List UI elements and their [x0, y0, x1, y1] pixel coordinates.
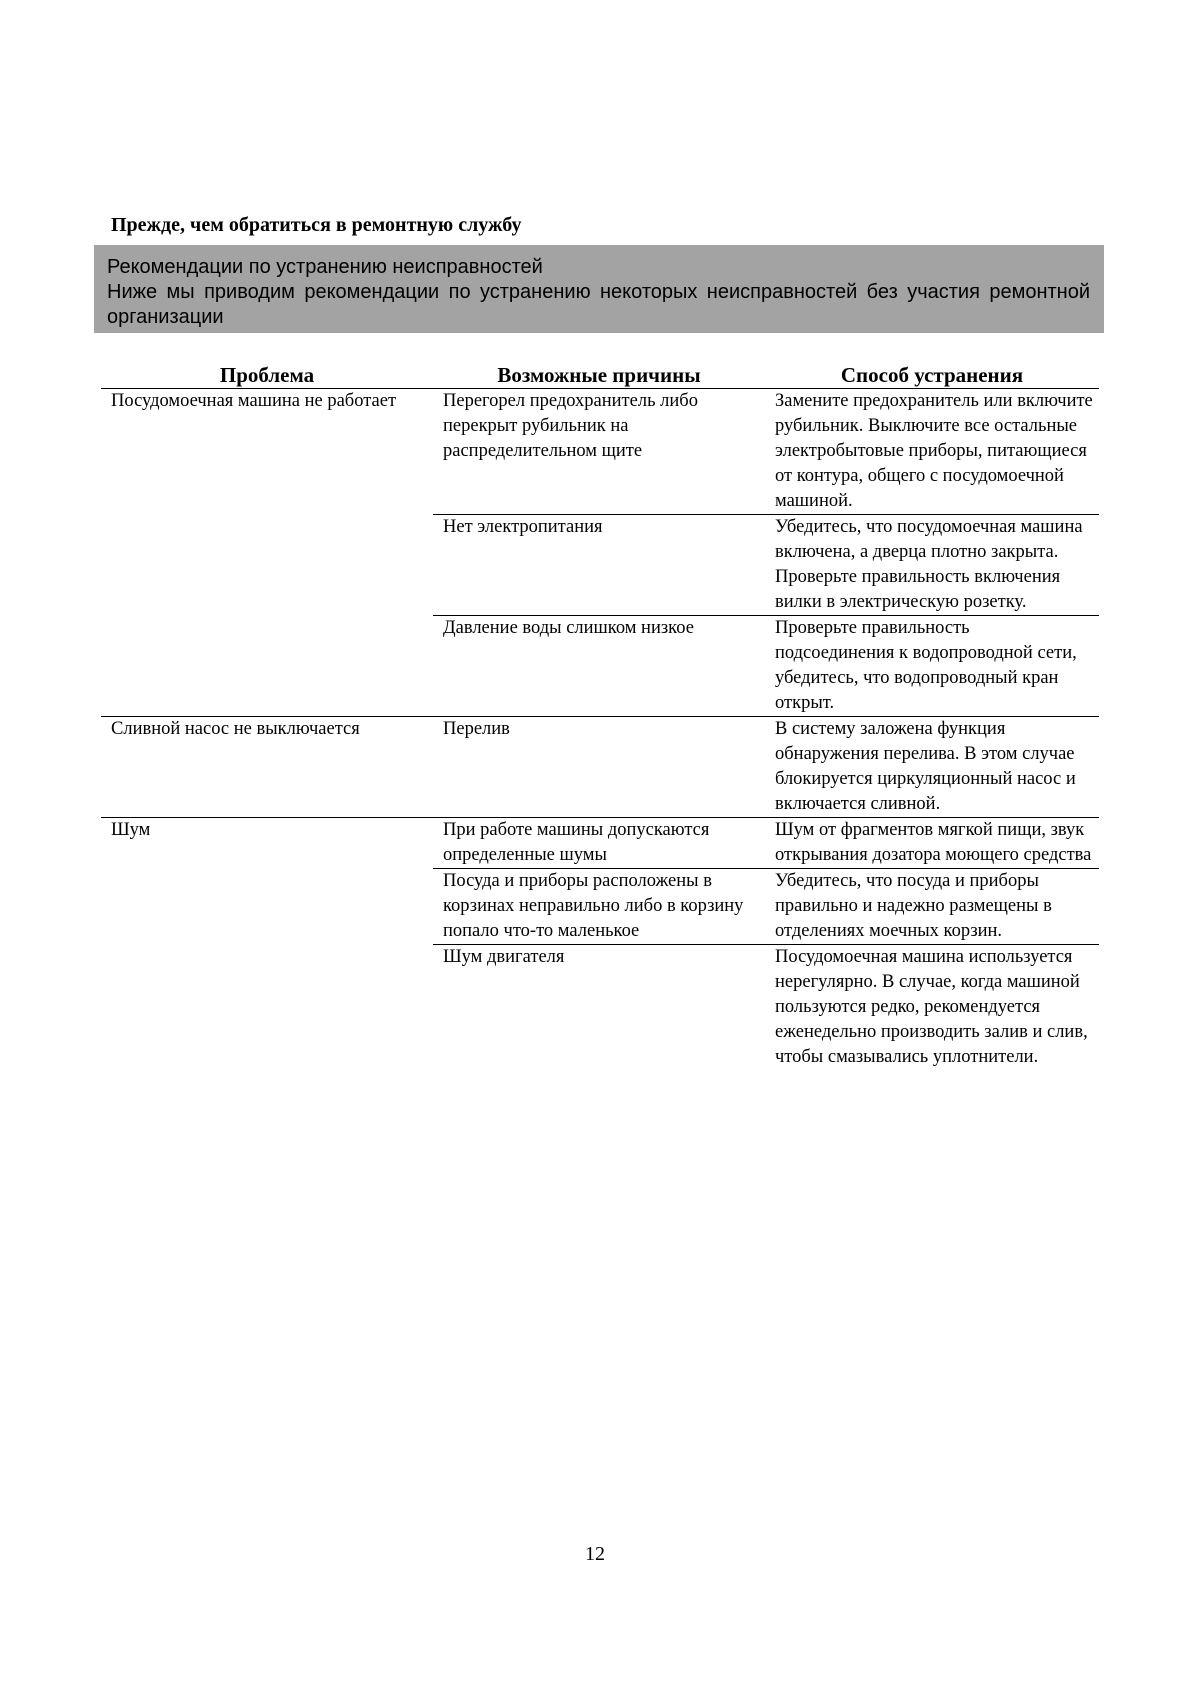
cause-cell: Посуда и приборы расположены в корзинах неправильно либо в корзину попало что-то маленькое — [433, 869, 765, 945]
remedy-cell: Убедитесь, что посуда и приборы правильно и надежно размещены в отделениях моечных корзин. — [765, 869, 1099, 945]
header-causes: Возможные причины — [433, 362, 765, 389]
header-remedy: Способ устранения — [765, 362, 1099, 389]
remedy-cell: Посудомоечная машина используется нерегулярно. В случае, когда машиной пользуются редко, рекомендуется еженедельно производить залив и слив, чтобы смазывались уплотнители. — [775, 947, 1088, 1067]
remedy-cell: В систему заложена функция обнаружения перелива. В этом случае блокируется циркуляционный насос и включается сливной. — [765, 717, 1099, 818]
table-row — [101, 717, 1099, 818]
remedy-cell: Проверьте правильность подсоединения к водопроводной сети, убедитесь, что водопроводный кран открыт. — [765, 616, 1099, 717]
cause-cell: Перелив — [433, 717, 765, 818]
cause-cell: Давление воды слишком низкое — [433, 616, 765, 717]
cause-cell: При работе машины допускаются определенные шумы — [433, 818, 765, 869]
recommendations-banner — [94, 245, 1104, 333]
problem-cell: Сливной насос не выключается — [101, 717, 433, 818]
problem-cell: Шум — [111, 820, 151, 840]
problem-cell: Посудомоечная машина не работает — [101, 389, 433, 717]
banner-text: Ниже мы приводим рекомендации по устранению некоторых неисправностей без участия ремонтной организации — [107, 281, 1090, 328]
page-number: 12 — [585, 1543, 605, 1565]
remedy-cell: Замените предохранитель или включите рубильник. Выключите все остальные электробытовые приборы, питающиеся от контура, общего с посудомоечной машиной. — [765, 389, 1099, 515]
table-header-row — [101, 362, 1099, 389]
table-row — [101, 818, 1099, 869]
remedy-cell: Шум от фрагментов мягкой пищи, звук открывания дозатора моющего средства — [765, 818, 1099, 869]
cause-cell: Перегорел предохранитель либо перекрыт рубильник на распределительном щите — [433, 389, 765, 515]
cause-cell: Нет электропитания — [433, 515, 765, 616]
troubleshooting-table — [101, 362, 1099, 1070]
remedy-cell: Убедитесь, что посудомоечная машина включена, а дверца плотно закрыта. Проверьте правильность включения вилки в электрическую розетку. — [765, 515, 1099, 616]
banner-title: Рекомендации по устранению неисправностей — [107, 256, 543, 278]
section-heading: Прежде, чем обратиться в ремонтную службу — [111, 214, 522, 236]
header-problem: Проблема — [101, 362, 433, 389]
cause-cell: Шум двигателя — [443, 947, 565, 967]
table-row — [101, 389, 1099, 515]
